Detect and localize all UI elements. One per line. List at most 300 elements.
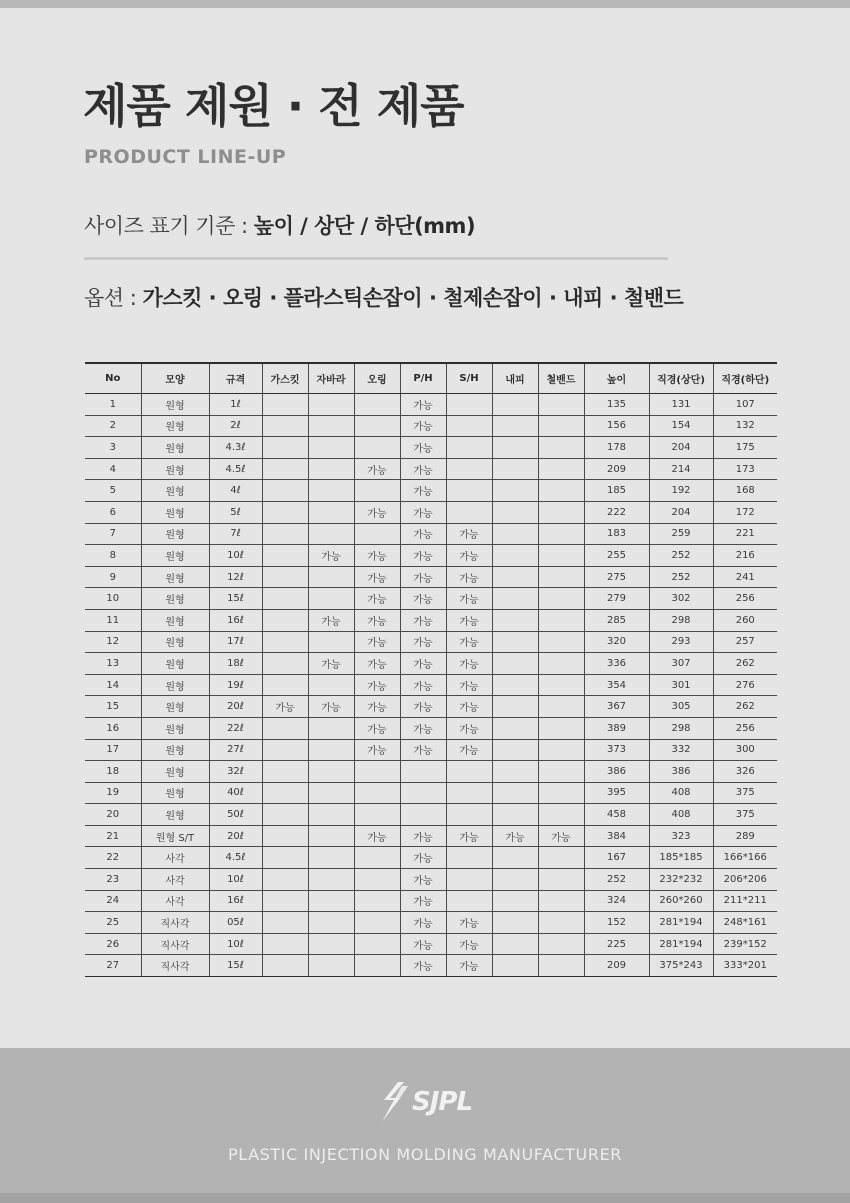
- table-cell: 183: [584, 523, 649, 545]
- table-cell: 22ℓ: [209, 717, 262, 739]
- table-cell: [492, 804, 538, 826]
- table-cell: 375: [713, 782, 777, 804]
- table-cell: 384: [584, 825, 649, 847]
- table-cell: 152: [584, 912, 649, 934]
- footer: [0, 1048, 850, 1203]
- table-cell: 14: [85, 674, 141, 696]
- table-cell: 289: [713, 825, 777, 847]
- table-cell: 가능: [354, 739, 400, 761]
- table-cell: 6: [85, 501, 141, 523]
- table-cell: [492, 674, 538, 696]
- column-header: 높이: [584, 363, 649, 394]
- table-cell: 10ℓ: [209, 869, 262, 891]
- table-cell: [354, 782, 400, 804]
- table-cell: 가능: [400, 869, 446, 891]
- table-cell: 18ℓ: [209, 653, 262, 675]
- table-cell: 192: [649, 480, 713, 502]
- table-cell: 가능: [446, 912, 492, 934]
- table-row: [85, 761, 777, 783]
- table-cell: [492, 696, 538, 718]
- table-cell: [492, 501, 538, 523]
- table-cell: [308, 523, 354, 545]
- table-cell: [308, 717, 354, 739]
- options-label: 옵션 :: [84, 286, 143, 310]
- table-cell: [492, 437, 538, 459]
- table-cell: 가능: [446, 825, 492, 847]
- table-cell: [354, 847, 400, 869]
- table-cell: 원형: [141, 717, 209, 739]
- table-cell: [262, 825, 308, 847]
- table-cell: [492, 631, 538, 653]
- table-cell: [262, 847, 308, 869]
- table-cell: 16: [85, 717, 141, 739]
- table-cell: 가능: [400, 825, 446, 847]
- size-standard-value: 높이 / 상단 / 하단(mm): [253, 214, 476, 238]
- table-cell: [446, 501, 492, 523]
- table-cell: 262: [713, 696, 777, 718]
- table-cell: [308, 955, 354, 977]
- table-cell: 256: [713, 588, 777, 610]
- table-cell: 324: [584, 890, 649, 912]
- table-row: [85, 933, 777, 955]
- table-cell: [262, 717, 308, 739]
- table-cell: [492, 523, 538, 545]
- table-row: [85, 394, 777, 416]
- table-cell: [262, 394, 308, 416]
- table-row: [85, 545, 777, 567]
- table-cell: [446, 890, 492, 912]
- table-cell: 원형: [141, 804, 209, 826]
- table-cell: [446, 394, 492, 416]
- table-cell: 204: [649, 437, 713, 459]
- table-cell: 232*232: [649, 869, 713, 891]
- table-cell: [262, 588, 308, 610]
- table-cell: [538, 869, 584, 891]
- table-cell: 원형: [141, 480, 209, 502]
- table-cell: 가능: [308, 545, 354, 567]
- table-cell: 가능: [354, 501, 400, 523]
- table-cell: [354, 394, 400, 416]
- logo-text: SJPL: [412, 1087, 473, 1117]
- table-cell: 사각: [141, 869, 209, 891]
- table-cell: 259: [649, 523, 713, 545]
- table-cell: 209: [584, 458, 649, 480]
- table-cell: [262, 501, 308, 523]
- company-logo: [378, 1080, 472, 1124]
- table-cell: [492, 566, 538, 588]
- table-cell: 132: [713, 415, 777, 437]
- column-header: 모양: [141, 363, 209, 394]
- table-cell: [262, 933, 308, 955]
- table-cell: 가능: [446, 631, 492, 653]
- table-cell: 16ℓ: [209, 890, 262, 912]
- table-body: [85, 394, 777, 977]
- table-cell: 323: [649, 825, 713, 847]
- table-cell: 가능: [400, 394, 446, 416]
- table-cell: [446, 869, 492, 891]
- table-cell: 원형: [141, 761, 209, 783]
- table-cell: 19ℓ: [209, 674, 262, 696]
- table-cell: 25: [85, 912, 141, 934]
- table-cell: 가능: [400, 566, 446, 588]
- table-cell: 166*166: [713, 847, 777, 869]
- table-cell: [538, 761, 584, 783]
- table-row: [85, 955, 777, 977]
- table-cell: 275: [584, 566, 649, 588]
- table-cell: [262, 739, 308, 761]
- table-row: [85, 825, 777, 847]
- table-cell: 가능: [400, 696, 446, 718]
- table-cell: [538, 480, 584, 502]
- table-cell: 가능: [446, 955, 492, 977]
- table-cell: [492, 869, 538, 891]
- table-cell: 204: [649, 501, 713, 523]
- table-cell: 가능: [400, 480, 446, 502]
- table-cell: 408: [649, 782, 713, 804]
- table-cell: 가능: [400, 955, 446, 977]
- table-cell: 5ℓ: [209, 501, 262, 523]
- table-cell: 1ℓ: [209, 394, 262, 416]
- table-cell: 332: [649, 739, 713, 761]
- page-title: 제품 제원 · 전 제품: [83, 79, 464, 133]
- table-cell: [308, 566, 354, 588]
- table-cell: 2ℓ: [209, 415, 262, 437]
- table-cell: 원형: [141, 609, 209, 631]
- table-cell: [308, 782, 354, 804]
- table-cell: [538, 890, 584, 912]
- size-standard-label: 사이즈 표기 기준 :: [84, 214, 254, 238]
- table-row: [85, 739, 777, 761]
- table-cell: 214: [649, 458, 713, 480]
- table-cell: 가능: [400, 912, 446, 934]
- table-cell: 가능: [308, 609, 354, 631]
- table-cell: 367: [584, 696, 649, 718]
- table-cell: 가능: [400, 739, 446, 761]
- table-row: [85, 674, 777, 696]
- table-cell: 가능: [446, 609, 492, 631]
- table-header-row: [85, 363, 777, 394]
- table-cell: 255: [584, 545, 649, 567]
- table-cell: 원형: [141, 437, 209, 459]
- table-cell: 173: [713, 458, 777, 480]
- table-cell: 원형: [141, 674, 209, 696]
- table-cell: 2: [85, 415, 141, 437]
- table-cell: [538, 415, 584, 437]
- table-cell: [446, 415, 492, 437]
- table-cell: [538, 501, 584, 523]
- table-cell: 가능: [400, 545, 446, 567]
- table-cell: 373: [584, 739, 649, 761]
- table-cell: [262, 674, 308, 696]
- table-cell: 원형: [141, 566, 209, 588]
- table-cell: [492, 458, 538, 480]
- table-cell: [538, 394, 584, 416]
- table-cell: 가능: [446, 566, 492, 588]
- table-cell: [538, 739, 584, 761]
- table-cell: [492, 415, 538, 437]
- table-cell: 221: [713, 523, 777, 545]
- table-cell: 21: [85, 825, 141, 847]
- table-cell: 19: [85, 782, 141, 804]
- table-cell: 가능: [400, 458, 446, 480]
- table-cell: 375: [713, 804, 777, 826]
- table-cell: 216: [713, 545, 777, 567]
- table-cell: [538, 523, 584, 545]
- table-row: [85, 782, 777, 804]
- table-cell: 가능: [400, 501, 446, 523]
- table-cell: [262, 912, 308, 934]
- table-cell: 직사각: [141, 912, 209, 934]
- column-header: 내피: [492, 363, 538, 394]
- table-cell: [354, 912, 400, 934]
- table-cell: 가능: [400, 933, 446, 955]
- table-cell: 가능: [538, 825, 584, 847]
- table-cell: 395: [584, 782, 649, 804]
- table-cell: 원형 S/T: [141, 825, 209, 847]
- table-cell: 408: [649, 804, 713, 826]
- table-cell: 211*211: [713, 890, 777, 912]
- table-cell: 135: [584, 394, 649, 416]
- table-cell: [308, 415, 354, 437]
- table-cell: 168: [713, 480, 777, 502]
- table-cell: [308, 761, 354, 783]
- table-cell: 20ℓ: [209, 696, 262, 718]
- table-row: [85, 415, 777, 437]
- table-cell: 사각: [141, 847, 209, 869]
- table-cell: 가능: [400, 653, 446, 675]
- table-cell: 241: [713, 566, 777, 588]
- table-cell: 15ℓ: [209, 955, 262, 977]
- table-cell: 직사각: [141, 933, 209, 955]
- table-cell: 257: [713, 631, 777, 653]
- table-cell: [308, 588, 354, 610]
- table-cell: [538, 631, 584, 653]
- table-cell: 50ℓ: [209, 804, 262, 826]
- table-row: [85, 653, 777, 675]
- table-cell: [492, 847, 538, 869]
- table-cell: 가능: [400, 890, 446, 912]
- column-header: 자바라: [308, 363, 354, 394]
- table-cell: 167: [584, 847, 649, 869]
- table-cell: 원형: [141, 394, 209, 416]
- table-cell: 가능: [400, 609, 446, 631]
- table-cell: [354, 523, 400, 545]
- table-cell: [492, 717, 538, 739]
- table-cell: 252: [584, 869, 649, 891]
- table-cell: [354, 890, 400, 912]
- table-cell: 27ℓ: [209, 739, 262, 761]
- column-header: 오링: [354, 363, 400, 394]
- table-cell: 원형: [141, 782, 209, 804]
- table-cell: 178: [584, 437, 649, 459]
- table-cell: [538, 782, 584, 804]
- column-header: 직경(하단): [713, 363, 777, 394]
- table-row: [85, 717, 777, 739]
- table-cell: 389: [584, 717, 649, 739]
- table-cell: 4.3ℓ: [209, 437, 262, 459]
- footer-tagline: PLASTIC INJECTION MOLDING MANUFACTURER: [227, 1145, 623, 1164]
- section-divider: [84, 257, 668, 260]
- table-cell: [262, 890, 308, 912]
- table-cell: [262, 437, 308, 459]
- table-cell: [492, 955, 538, 977]
- table-cell: [492, 609, 538, 631]
- table-cell: 15ℓ: [209, 588, 262, 610]
- table-cell: 248*161: [713, 912, 777, 934]
- table-cell: 가능: [400, 415, 446, 437]
- table-cell: [400, 804, 446, 826]
- table-cell: [262, 545, 308, 567]
- table-cell: [354, 480, 400, 502]
- table-cell: 10ℓ: [209, 545, 262, 567]
- table-cell: 16ℓ: [209, 609, 262, 631]
- table-cell: 가능: [354, 631, 400, 653]
- table-cell: 252: [649, 545, 713, 567]
- table-cell: [308, 912, 354, 934]
- table-cell: [262, 415, 308, 437]
- table-cell: 326: [713, 761, 777, 783]
- table-cell: 24: [85, 890, 141, 912]
- table-cell: [308, 933, 354, 955]
- table-cell: 222: [584, 501, 649, 523]
- table-row: [85, 912, 777, 934]
- table-cell: 281*194: [649, 912, 713, 934]
- table-cell: [354, 804, 400, 826]
- column-header: 철밴드: [538, 363, 584, 394]
- table-row: [85, 480, 777, 502]
- table-cell: [538, 912, 584, 934]
- table-cell: 가능: [354, 825, 400, 847]
- table-cell: [538, 804, 584, 826]
- table-cell: 원형: [141, 588, 209, 610]
- table-cell: 가능: [400, 523, 446, 545]
- table-cell: [538, 933, 584, 955]
- table-cell: 26: [85, 933, 141, 955]
- table-cell: 281*194: [649, 933, 713, 955]
- table-cell: 17ℓ: [209, 631, 262, 653]
- table-cell: 4.5ℓ: [209, 458, 262, 480]
- table-cell: 원형: [141, 523, 209, 545]
- table-cell: 7: [85, 523, 141, 545]
- table-cell: 가능: [400, 717, 446, 739]
- table-cell: 가능: [354, 588, 400, 610]
- table-cell: 20ℓ: [209, 825, 262, 847]
- table-cell: 4.5ℓ: [209, 847, 262, 869]
- table-cell: 354: [584, 674, 649, 696]
- table-cell: 107: [713, 394, 777, 416]
- table-cell: 172: [713, 501, 777, 523]
- table-cell: 원형: [141, 415, 209, 437]
- table-cell: 22: [85, 847, 141, 869]
- table-cell: [262, 955, 308, 977]
- table-cell: 336: [584, 653, 649, 675]
- table-cell: 276: [713, 674, 777, 696]
- table-cell: 375*243: [649, 955, 713, 977]
- table-cell: 05ℓ: [209, 912, 262, 934]
- table-cell: [262, 869, 308, 891]
- table-cell: [492, 394, 538, 416]
- table-cell: [262, 804, 308, 826]
- table-cell: 가능: [446, 674, 492, 696]
- table-cell: 가능: [354, 566, 400, 588]
- table-cell: 가능: [354, 609, 400, 631]
- column-header: 직경(상단): [649, 363, 713, 394]
- table-cell: 가능: [400, 847, 446, 869]
- table-cell: 458: [584, 804, 649, 826]
- column-header: 규격: [209, 363, 262, 394]
- table-cell: [262, 458, 308, 480]
- table-cell: 18: [85, 761, 141, 783]
- table-cell: 원형: [141, 696, 209, 718]
- table-cell: 가능: [446, 545, 492, 567]
- table-cell: [400, 782, 446, 804]
- table-cell: 225: [584, 933, 649, 955]
- table-cell: 27: [85, 955, 141, 977]
- table-cell: [538, 609, 584, 631]
- table-cell: 262: [713, 653, 777, 675]
- table-cell: [308, 739, 354, 761]
- table-cell: 가능: [446, 933, 492, 955]
- table-cell: 300: [713, 739, 777, 761]
- table-cell: 가능: [446, 696, 492, 718]
- table-cell: 320: [584, 631, 649, 653]
- table-cell: 원형: [141, 545, 209, 567]
- table-cell: 256: [713, 717, 777, 739]
- options-line: [84, 282, 683, 312]
- table-cell: 가능: [354, 717, 400, 739]
- table-cell: 12: [85, 631, 141, 653]
- table-cell: [308, 631, 354, 653]
- table-row: [85, 804, 777, 826]
- table-cell: [308, 890, 354, 912]
- spec-table: [85, 362, 777, 977]
- table-cell: 293: [649, 631, 713, 653]
- table-row: [85, 523, 777, 545]
- table-row: [85, 501, 777, 523]
- table-cell: [354, 869, 400, 891]
- table-cell: [262, 480, 308, 502]
- table-cell: [538, 437, 584, 459]
- table-cell: 301: [649, 674, 713, 696]
- table-cell: [308, 480, 354, 502]
- table-cell: 7ℓ: [209, 523, 262, 545]
- table-cell: 사각: [141, 890, 209, 912]
- table-cell: 185: [584, 480, 649, 502]
- table-cell: [538, 847, 584, 869]
- table-cell: 10ℓ: [209, 933, 262, 955]
- table-cell: [538, 653, 584, 675]
- table-cell: 가능: [308, 696, 354, 718]
- table-cell: 131: [649, 394, 713, 416]
- table-cell: 가능: [446, 653, 492, 675]
- table-cell: [308, 847, 354, 869]
- table-cell: 206*206: [713, 869, 777, 891]
- table-cell: [446, 804, 492, 826]
- table-cell: [538, 955, 584, 977]
- table-cell: 가능: [262, 696, 308, 718]
- table-cell: 40ℓ: [209, 782, 262, 804]
- table-cell: 가능: [354, 653, 400, 675]
- column-header: 가스킷: [262, 363, 308, 394]
- table-cell: 8: [85, 545, 141, 567]
- table-cell: [354, 933, 400, 955]
- table-cell: 154: [649, 415, 713, 437]
- table-cell: 1: [85, 394, 141, 416]
- table-cell: [262, 782, 308, 804]
- column-header: S/H: [446, 363, 492, 394]
- table-cell: [400, 761, 446, 783]
- table-cell: 32ℓ: [209, 761, 262, 783]
